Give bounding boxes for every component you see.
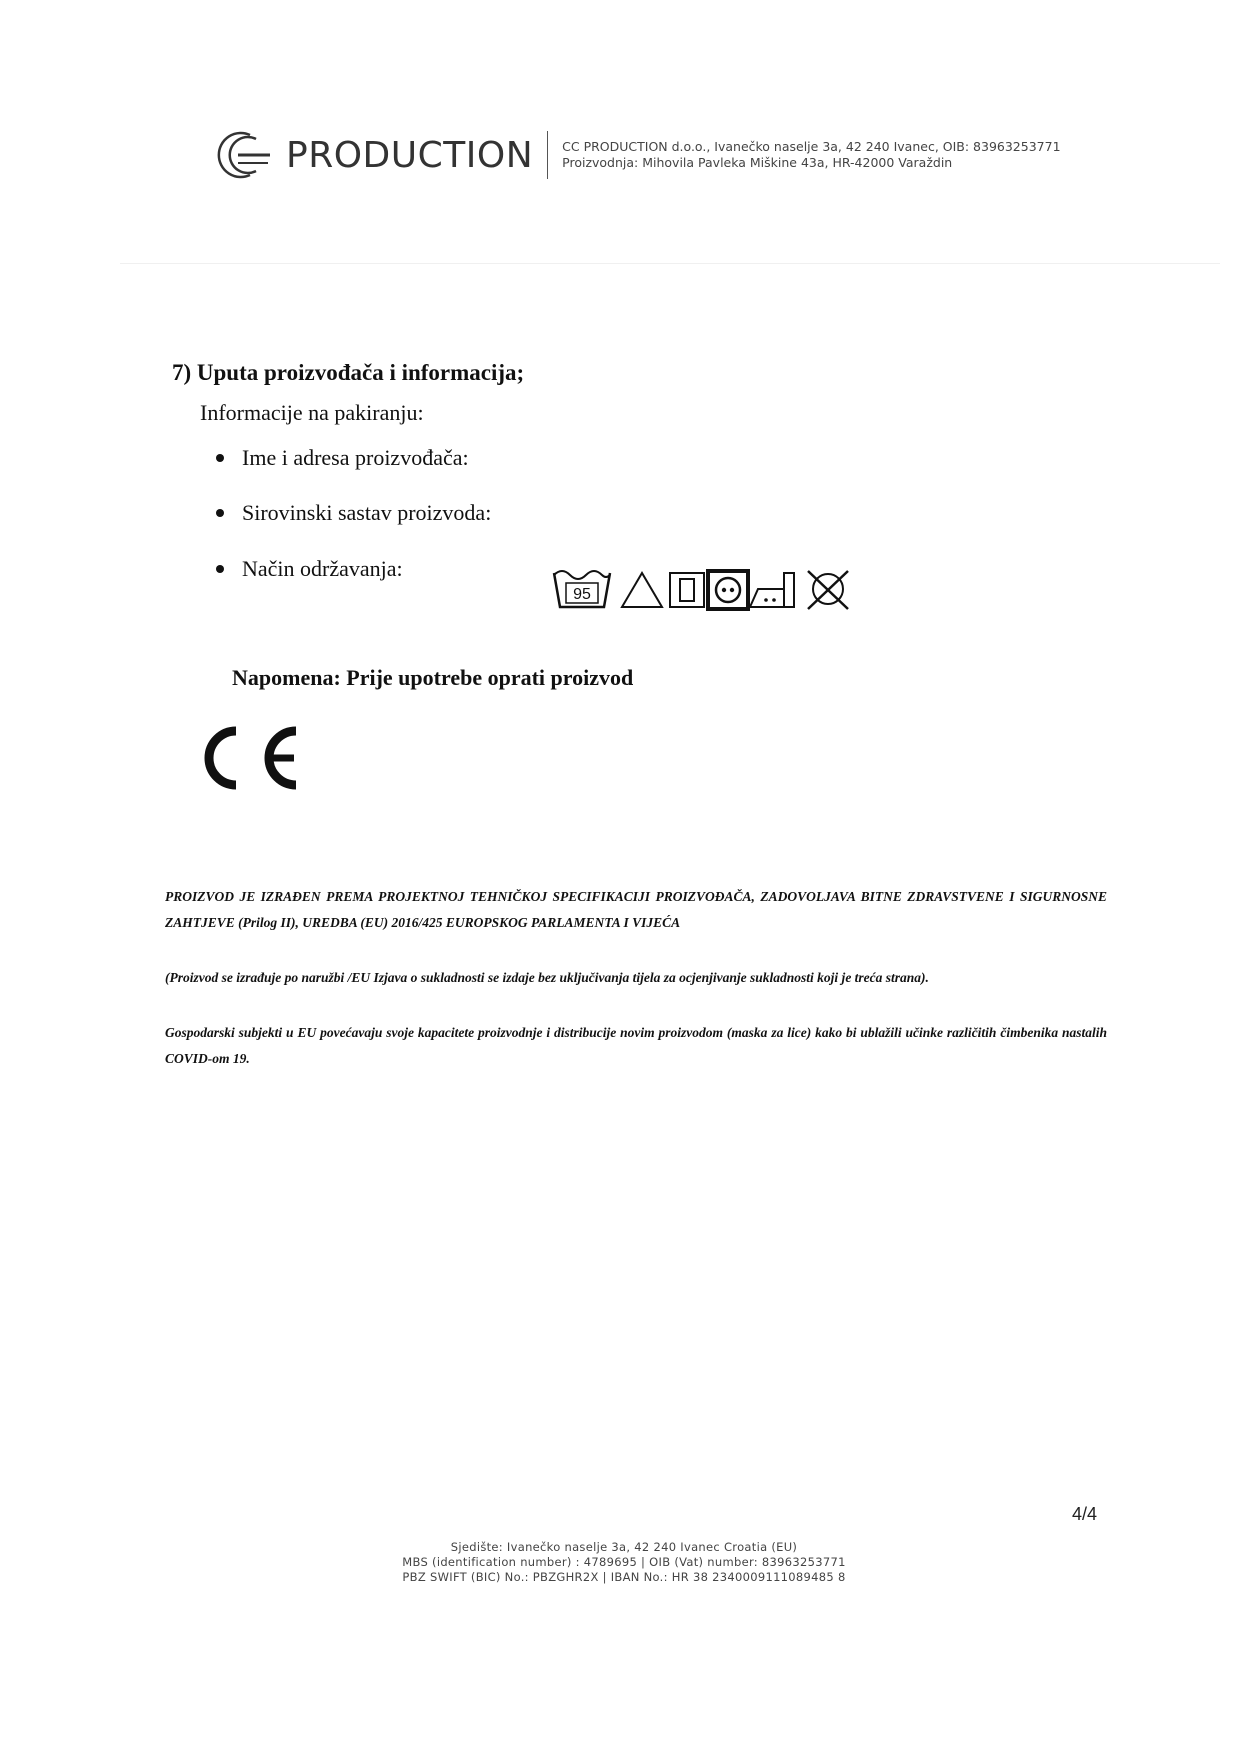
iron-icon: [750, 573, 794, 607]
header-rule: [120, 263, 1220, 264]
list-item-text: Način održavanja:: [242, 556, 403, 581]
bullet-icon: [216, 509, 224, 517]
section-intro: Informacije na pakiranju:: [200, 400, 424, 425]
bullet-icon: [216, 454, 224, 462]
bleach-triangle-icon: [622, 573, 662, 607]
legal-paragraph: Gospodarski subjekti u EU povećavaju svoje kapacitete proizvodnje i distribucije novim proizvodom (maska za lice) kako bi ublažili učinke različitih čimbenika nastalih COVID-om 19.: [165, 1025, 1107, 1066]
care-symbols: [552, 565, 892, 615]
footer: [0, 1540, 1248, 1585]
do-not-dry-clean-icon: [808, 571, 848, 609]
ce-mark-icon: [200, 725, 308, 791]
company-info: [562, 139, 1060, 171]
letterhead: [210, 125, 1061, 185]
list-item-text: Sirovinski sastav proizvoda:: [242, 500, 492, 525]
wash-95-icon: [554, 571, 610, 607]
list-item-text: Ime i adresa proizvođača:: [242, 445, 469, 470]
wash-temperature: 95: [573, 586, 591, 603]
list-item: [216, 500, 491, 526]
footer-line: PBZ SWIFT (BIC) No.: PBZGHR2X | IBAN No.: HR 38 2340009111089485 8: [402, 1570, 846, 1584]
note: Napomena: Prije upotrebe oprati proizvod: [232, 665, 634, 690]
footer-line: MBS (identification number) : 4789695 | OIB (Vat) number: 83963253771: [402, 1555, 846, 1569]
brand-name: PRODUCTION: [286, 134, 534, 176]
legal-paragraph: PROIZVOD JE IZRAĐEN PREMA PROJEKTNOJ TEHNIČKOJ SPECIFIKACIJI PROIZVOĐAČA, ZADOVOLJAVA BITNE ZDRAVSTVENE I SIGURNOSNE ZAHTJEVE (Prilog II), UREDBA (EU) 2016/425 EUROPSKOG PARLAMENTA I VIJEĆA: [165, 889, 1107, 930]
tumble-dry-icon: [670, 573, 704, 607]
company-address-line: CC PRODUCTION d.o.o., Ivanečko naselje 3a, 42 240 Ivanec, OIB: 83963253771: [562, 139, 1061, 154]
bullet-icon: [216, 565, 224, 573]
legal-paragraph: (Proizvod se izrađuje po naružbi /EU Izjava o sukladnosti se izdaje bez uključivanja tijela za ocjenjivanje sukladnosti koji je treća strana).: [165, 970, 929, 985]
dry-clean-circle-icon: [708, 571, 748, 609]
page-number: 4/4: [1072, 1504, 1098, 1524]
section-heading: 7) Uputa proizvođača i informacija;: [172, 360, 525, 385]
list-item: [216, 445, 469, 471]
production-address-line: Proizvodnja: Mihovila Pavleka Miškine 43a, HR-42000 Varaždin: [562, 155, 953, 170]
cc-production-logo-icon: [210, 127, 278, 183]
list-item: [216, 556, 403, 582]
footer-line: Sjedište: Ivanečko naselje 3a, 42 240 Ivanec Croatia (EU): [450, 1540, 798, 1554]
letterhead-divider: [547, 131, 548, 179]
